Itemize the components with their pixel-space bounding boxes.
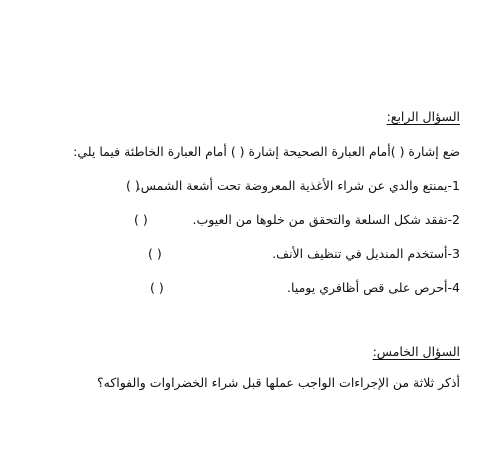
item-2-answer-box: ( ) (134, 212, 148, 227)
item-1-answer-box: ( ) (126, 178, 140, 193)
section5-heading: السؤال الخامس: (372, 344, 460, 359)
item-1-text: 1-يمنتع والدي عن شراء الأغذية المعروضة تحت أشعة الشمس. (136, 178, 460, 193)
section4-instruction: ضع إشارة ( )أمام العبارة الصحيحة إشارة ( ) أمام العبارة الخاطئة فيما يلي: (73, 144, 460, 159)
item-3-text: 3-أستخدم المنديل في تنظيف الأنف. (272, 246, 460, 261)
item-4-answer-box: ( ) (150, 280, 164, 295)
item-2-text: 2-تفقد شكل السلعة والتحقق من خلوها من العيوب. (192, 212, 460, 227)
section5-question: أذكر ثلاثة من الإجراءات الواجب عملها قبل شراء الخضراوات والفواكه؟ (96, 375, 460, 390)
section4-heading: السؤال الرابع: (386, 109, 460, 124)
item-3-answer-box: ( ) (148, 246, 162, 261)
item-4-text: 4-أحرص على قص أظافري يوميا. (287, 280, 460, 295)
